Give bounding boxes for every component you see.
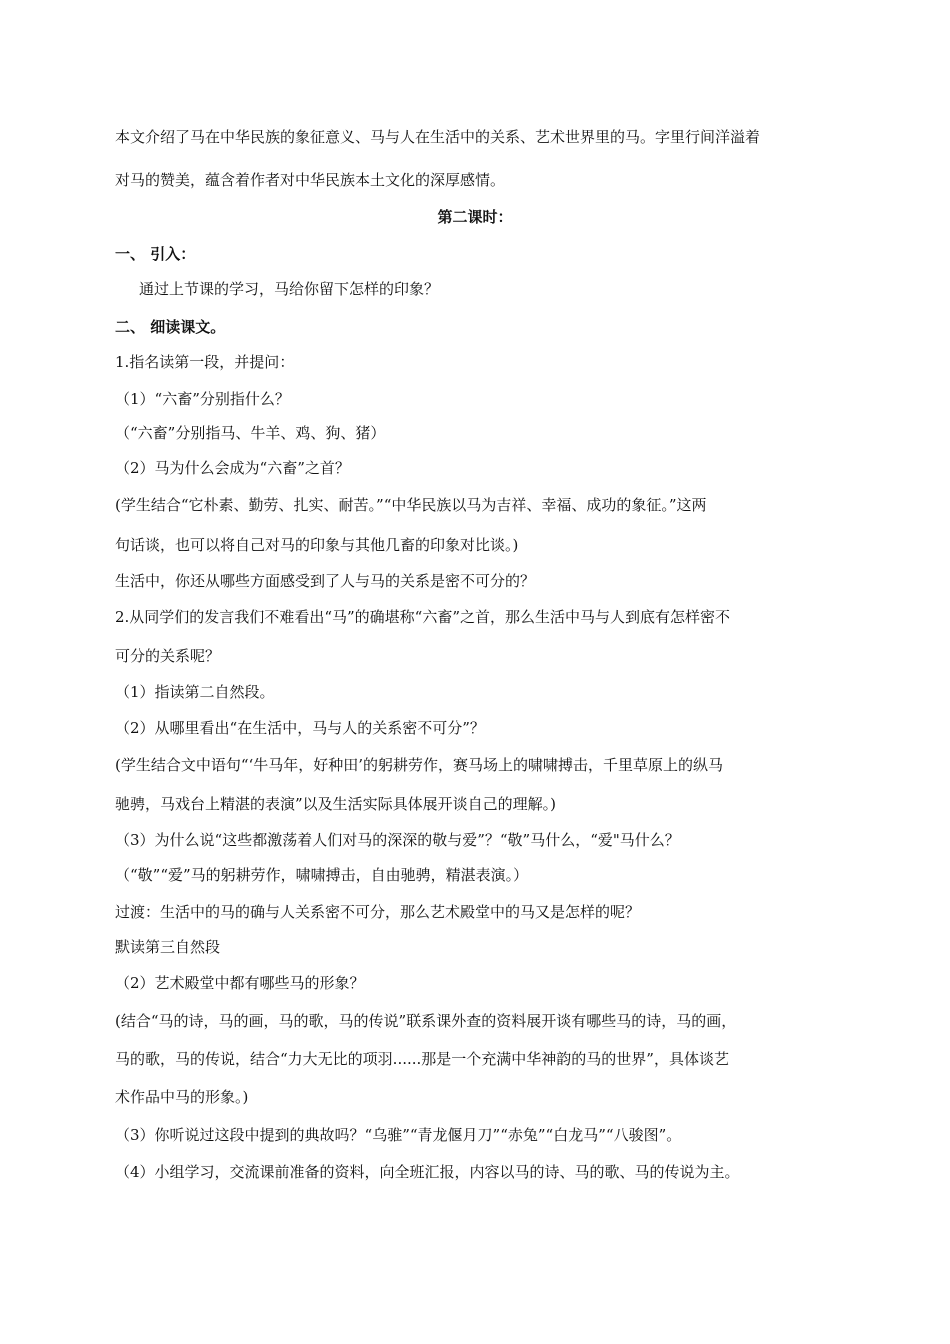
paragraph-line: （2）艺术殿堂中都有哪些马的形象？: [115, 974, 365, 992]
intro-line-2: 对马的赞美，蕴含着作者对中华民族本土文化的深厚感情。: [115, 171, 506, 189]
paragraph-line: （2）马为什么会成为“六畜”之首？: [115, 459, 350, 477]
paragraph-line: （3）为什么说“这些都激荡着人们对马的深深的敬与爱”？“敬”马什么，“爱"马什么？: [115, 831, 680, 849]
paragraph-line: 马的歌，马的传说，结合“力大无比的项羽......那是一个充满中华神韵的马的世界”，具体谈艺: [115, 1050, 729, 1068]
paragraph-line: 过渡：生活中的马的确与人关系密不可分，那么艺术殿堂中的马又是怎样的呢？: [115, 903, 641, 921]
paragraph-line: (结合“马的诗，马的画，马的歌，马的传说”联系课外查的资料展开谈有哪些马的诗，马的画，: [115, 1012, 737, 1030]
paragraph-line: （3）你听说过这段中提到的典故吗？“乌骓”“青龙偃月刀”“赤兔”“白龙马”“八骏图”。: [115, 1126, 682, 1144]
paragraph-line: （1）指读第二自然段。: [115, 683, 275, 701]
paragraph-line: (学生结合文中语句“‘牛马年，好种田’的躬耕劳作，赛马场上的啸啸搏击，千里草原上的纵马: [115, 756, 724, 774]
paragraph-line: 术作品中马的形象。): [115, 1088, 249, 1106]
paragraph-line: 默读第三自然段: [115, 938, 221, 956]
intro-line-1: 本文介绍了马在中华民族的象征意义、马与人在生活中的关系、艺术世界里的马。字里行间洋溢着: [115, 128, 761, 146]
paragraph-line: 通过上节课的学习，马给你留下怎样的印象？: [139, 280, 440, 298]
paragraph-line: （4）小组学习，交流课前准备的资料，向全班汇报，内容以马的诗、马的歌、马的传说为主。: [115, 1163, 740, 1181]
paragraph-line: （“敬”“爱”马的躬耕劳作，啸啸搏击，自由驰骋，精湛表演。）: [115, 866, 529, 884]
paragraph-line: 生活中，你还从哪些方面感受到了人与马的关系是密不可分的？: [115, 572, 536, 590]
paragraph-line: 1.指名读第一段，并提问：: [115, 353, 295, 371]
paragraph-line: （1）“六畜”分别指什么？: [115, 390, 290, 408]
section-heading-intro: 一、 引入：: [115, 245, 196, 263]
paragraph-line: 2.从同学们的发言我们不难看出“马”的确堪称“六畜”之首，那么生活中马与人到底有怎样密不: [115, 608, 730, 626]
paragraph-line: 句话谈，也可以将自己对马的印象与其他几畜的印象对比谈。): [115, 536, 519, 554]
paragraph-line: 可分的关系呢？: [115, 647, 221, 665]
paragraph-line: 驰骋，马戏台上精湛的表演”以及生活实际具体展开谈自己的理解。): [115, 795, 557, 813]
section-heading-reading: 二、 细读课文。: [115, 318, 226, 336]
lesson-title: 第二课时：: [437, 208, 513, 226]
paragraph-line: （2）从哪里看出“在生活中，马与人的关系密不可分”？: [115, 719, 485, 737]
paragraph-line: （“六畜”分别指马、牛羊、鸡、狗、猪）: [115, 424, 386, 442]
paragraph-line: (学生结合“它朴素、勤劳、扎实、耐苦。”“中华民族以马为吉祥、幸福、成功的象征。”这两: [115, 496, 707, 514]
